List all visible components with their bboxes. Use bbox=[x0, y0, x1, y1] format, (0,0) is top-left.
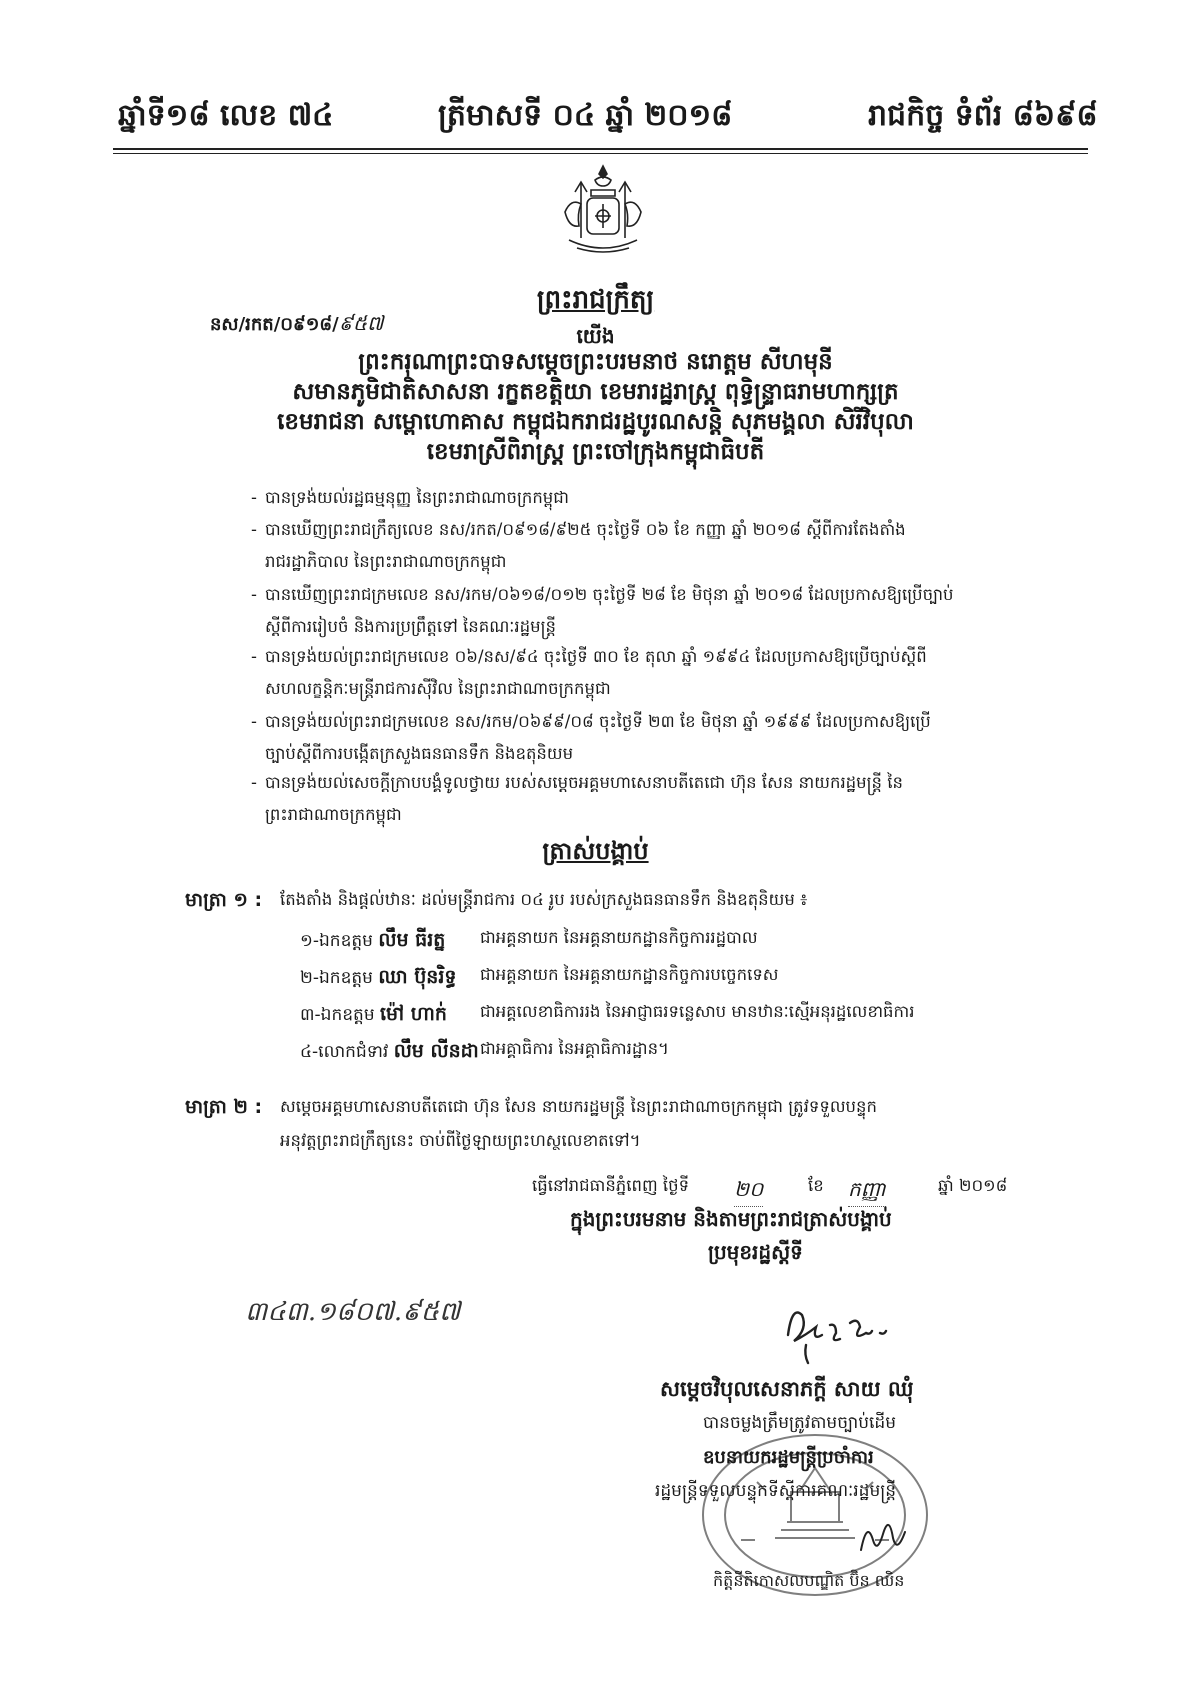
appointee-position: ជាអគ្គនាយក នៃអគ្គនាយកដ្ឋានកិច្ចការបច្ចេកទេស bbox=[480, 965, 779, 984]
preamble-line: បានទ្រង់យល់ព្រះរាជក្រមលេខ នស/រកម/០៦៩៩/០៨ ចុះថ្ងៃទី ២៣ ខែ មិថុនា ឆ្នាំ ១៩៩៩ ដែលប្រកាសឱ្យប្រើ bbox=[265, 712, 931, 731]
certifier-title-line: រដ្ឋមន្ត្រីទទួលបន្ទុកទីស្តីការគណៈរដ្ឋមន្ត្រី bbox=[655, 1481, 897, 1501]
preamble-line: បានទ្រង់យល់រដ្ឋធម្មនុញ្ញ នៃព្រះរាជាណាចក្រកម្ពុជា bbox=[265, 488, 569, 507]
certifier-name: កិត្តិនីតិកោសលបណ្ឌិត ប៊ិន ឈិន bbox=[713, 1571, 905, 1590]
certifier-title-line: ឧបនាយករដ្ឋមន្ត្រីប្រចាំការ bbox=[703, 1447, 874, 1468]
date-day-handwritten: ២០ bbox=[734, 1176, 763, 1207]
royal-title-line: ព្រះករុណាព្រះបាទសម្តេចព្រះបរមនាថ នរោត្តម សីហមុនី bbox=[358, 349, 833, 375]
countersigner-name: សម្តេចវិបុលសេនាភក្តី សាយ ឈុំ bbox=[660, 1377, 914, 1401]
appointee-bold-name: លឹម ធីរត្ន bbox=[378, 929, 446, 951]
certifier-signature bbox=[855, 1510, 915, 1560]
preamble-line: ស្តីពីការរៀបចំ និងការប្រព្រឹត្តទៅ នៃគណៈរដ្ឋមន្ត្រី bbox=[265, 617, 556, 636]
preamble-item bbox=[251, 514, 1035, 578]
bullet-dash: - bbox=[251, 647, 257, 666]
appointee-name bbox=[300, 965, 456, 993]
appointee-position: ជាអគ្គនាយក នៃអគ្គនាយកដ្ឋានកិច្ចការរដ្ឋបាល bbox=[480, 928, 758, 947]
gazette-quarter: ត្រីមាសទី ០៤ ឆ្នាំ ២០១៨ bbox=[438, 98, 733, 133]
appointee-bold-name: ម៉ៅ ហាក់ bbox=[380, 1003, 447, 1025]
bullet-dash: - bbox=[251, 712, 257, 731]
preamble-line: ព្រះរាជាណាចក្រកម្ពុជា bbox=[265, 805, 402, 824]
header-rule bbox=[113, 148, 1088, 150]
document-title: ព្រះរាជក្រឹត្យ bbox=[536, 285, 655, 315]
reference-handwritten: ៩៥៧ bbox=[338, 311, 384, 335]
preamble-item bbox=[251, 767, 1035, 831]
article-2-label: មាត្រា ២ : bbox=[185, 1096, 263, 1118]
article-1-label: មាត្រា ១ : bbox=[185, 889, 263, 911]
signature-authority: ក្នុងព្រះបរមនាម និងតាមព្រះរាជត្រាស់បង្គាប់ bbox=[570, 1207, 892, 1231]
gazette-page: រាជកិច្ច ទំព័រ ៨៦៩៨ bbox=[868, 98, 1098, 133]
preamble-item bbox=[251, 482, 1035, 514]
preamble-item bbox=[251, 579, 1035, 643]
appointee-prefix: ២-ឯកឧត្តម bbox=[300, 968, 373, 988]
date-month-label: ខែ bbox=[808, 1176, 824, 1195]
appointee-name bbox=[300, 1002, 447, 1030]
preamble-item bbox=[251, 706, 1035, 770]
certified-copy-line: បានចម្លងត្រឹមត្រូវតាមច្បាប់ដើម bbox=[703, 1413, 896, 1433]
acting-head-signature bbox=[770, 1285, 910, 1365]
preamble-line: បានទ្រង់យល់ព្រះរាជក្រមលេខ ០៦/នស/៩៤ ចុះថ្ងៃទី ៣០ ខែ តុលា ឆ្នាំ ១៩៩៤ ដែលប្រកាសឱ្យប្រើច្បាប់ស្តីពី bbox=[265, 647, 927, 666]
preamble-line: បានឃើញព្រះរាជក្រមលេខ នស/រកម/០៦១៨/០១២ ចុះថ្ងៃទី ២៨ ខែ មិថុនា ឆ្នាំ ២០១៨ ដែលប្រកាសឱ្យប្រើច្បាប់ bbox=[265, 585, 954, 604]
appointee-prefix: ៤-លោកជំទាវ bbox=[300, 1042, 389, 1062]
appointee-bold-name: ឈា ប៊ុនរិទ្ធ bbox=[378, 966, 457, 988]
appointee-prefix: ៣-ឯកឧត្តម bbox=[300, 1005, 375, 1025]
date-year: ឆ្នាំ ២០១៨ bbox=[938, 1176, 1008, 1195]
signature-role: ប្រមុខរដ្ឋស្តីទី bbox=[708, 1240, 803, 1264]
handwritten-note: ៣៤៣.១៨០៧.៩៥៧ bbox=[245, 1297, 461, 1327]
appointee-name bbox=[300, 1039, 479, 1067]
bullet-dash: - bbox=[251, 773, 257, 792]
preamble-line: សហលក្ខន្តិកៈមន្ត្រីរាជការស៊ីវិល នៃព្រះរាជាណាចក្រកម្ពុជា bbox=[265, 679, 611, 698]
appointee-bold-name: លឹម លីនដា bbox=[393, 1040, 479, 1062]
we-heading: យើង bbox=[576, 324, 615, 348]
appointee-position: ជាអគ្គាធិការ នៃអគ្គាធិការដ្ឋាន។ bbox=[480, 1039, 669, 1058]
bullet-dash: - bbox=[251, 488, 257, 507]
preamble-line: ច្បាប់ស្តីពីការបង្កើតក្រសួងធនធានទឹក និងឧតុនិយម bbox=[265, 744, 574, 763]
reference-printed: នស/រកត/០៩១៨/ bbox=[210, 314, 339, 335]
appointee-position: ជាអគ្គលេខាធិការរង នៃអាជ្ញាធរទន្លេសាប មានឋានៈស្មើអនុរដ្ឋលេខាធិការ bbox=[480, 1002, 915, 1021]
appointee-prefix: ១-ឯកឧត្តម bbox=[300, 931, 373, 951]
royal-title-line: សមានភូមិជាតិសាសនា រក្ខតខត្តិយា ខេមរារដ្ឋរាស្ត្រ ពុទ្ធិន្ទ្រាធរាមហាក្សត្រ bbox=[292, 379, 899, 405]
header-rule-thin bbox=[113, 153, 1088, 154]
preamble-line: រាជរដ្ឋាភិបាល នៃព្រះរាជាណាចក្រកម្ពុជា bbox=[265, 552, 507, 571]
article-2-text: អនុវត្តព្រះរាជក្រឹត្យនេះ ចាប់ពីថ្ងៃឡាយព្រះហស្ថលេខាតទៅ។ bbox=[280, 1131, 641, 1150]
article-2-text: សម្តេចអគ្គមហាសេនាបតីតេជោ ហ៊ុន សែន នាយករដ្ឋមន្ត្រី នៃព្រះរាជាណាចក្រកម្ពុជា ត្រូវទទួលបន្ទុក bbox=[280, 1097, 877, 1116]
appointee-name bbox=[300, 928, 445, 956]
preamble-line: បានទ្រង់យល់សេចក្តីក្រាបបង្គំទូលថ្វាយ របស់សម្តេចអគ្គមហាសេនាបតីតេជោ ហ៊ុន សែន នាយករដ្ឋមន្ត្រី នៃ bbox=[265, 773, 903, 792]
section-title: ត្រាស់បង្គាប់ bbox=[542, 837, 649, 865]
preamble-line: បានឃើញព្រះរាជក្រឹត្យលេខ នស/រកត/០៩១៨/៩២៥ ចុះថ្ងៃទី ០៦ ខែ កញ្ញា ឆ្នាំ ២០១៨ ស្តីពីការតែងតាំង bbox=[265, 520, 906, 539]
royal-title-line: ខេមរាជនា សម្ពោហោគាស កម្ពុជឯករាជរដ្ឋបូរណសន្តិ សុភមង្គលា សិរីវិបុលា bbox=[277, 409, 914, 435]
date-place: ធ្វើនៅរាជធានីភ្នំពេញ ថ្ងៃទី bbox=[532, 1176, 690, 1195]
date-month-handwritten: កញ្ញា bbox=[848, 1176, 886, 1207]
gazette-issue: ឆ្នាំទី១៨ លេខ ៧៤ bbox=[118, 98, 334, 133]
article-1-text: តែងតាំង និងផ្តល់ឋានៈ ដល់មន្ត្រីរាជការ ០៤ រូប របស់ក្រសួងធនធានទឹក និងឧតុនិយម ៖ bbox=[280, 890, 808, 909]
royal-title-line: ខេមរាស្រីពិរាស្ត្រ ព្រះចៅក្រុងកម្ពុជាធិបតី bbox=[426, 439, 765, 465]
bullet-dash: - bbox=[251, 585, 257, 604]
preamble-item bbox=[251, 641, 1035, 705]
bullet-dash: - bbox=[251, 520, 257, 539]
royal-emblem-icon bbox=[551, 162, 655, 258]
